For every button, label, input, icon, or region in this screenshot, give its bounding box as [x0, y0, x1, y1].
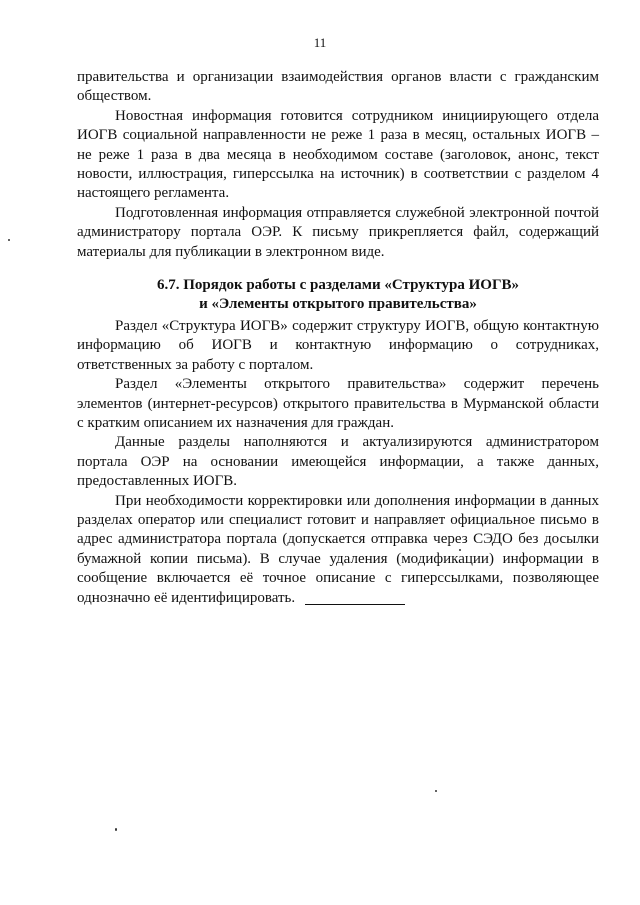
paragraph: Раздел «Элементы открытого правительства» содержит перечень элементов (интернет-ресурсов) открытого правительства в Мурманской области с кратким описанием их назначения для граждан. [77, 376, 599, 431]
section-heading [77, 276, 599, 315]
scan-speck [435, 790, 437, 792]
section-heading-line: 6.7. Порядок работы с разделами «Структура ИОГВ» [156, 277, 520, 294]
paragraph: Данные разделы наполняются и актуализируются администратором портала ОЭР на основании имеющейся информации, а также данных, предоставленных ИОГВ. [77, 434, 599, 490]
paragraph: Подготовленная информация отправляется служебной электронной почтой администратору портала ОЭР. К письму прикрепляется файл, содержащий материалы для публикации в электронном виде. [77, 204, 599, 260]
document-body [77, 68, 599, 608]
scan-speck [8, 239, 10, 241]
end-separator-line [305, 604, 405, 605]
scan-speck [459, 549, 461, 551]
scan-speck [115, 828, 117, 831]
paragraph: Новостная информация готовится сотрудником инициирующего отдела ИОГВ социальной направленности не реже 1 раза в месяц, остальных ИОГВ – не реже 1 раза в два месяца в необходимом составе (заголовок, анонс, текст новости, иллюстрация, гиперссылка на источник) в соответствии с разделом 4 настоящего регламента. [77, 107, 599, 202]
section-heading-line: и «Элементы открытого правительства» [199, 296, 477, 313]
paragraph: правительства и организации взаимодействия органов власти с гражданским обществом. [77, 69, 599, 105]
paragraph: Раздел «Структура ИОГВ» содержит структуру ИОГВ, общую контактную информацию об ИОГВ и контактную информацию о сотрудниках, ответственных за работу с порталом. [77, 317, 599, 373]
paragraph: При необходимости корректировки или дополнения информации в данных разделах оператор или специалист готовит и направляет официальное письмо в адрес администратора портала (допускается отправка через СЭДО без досылки бумажной копии письма). В случае удаления (модификации) информации в сообщение включается её точное описание с гиперссылками, позволяющее однозначно её идентифицировать. [77, 492, 599, 606]
page-number: 11 [313, 35, 327, 50]
